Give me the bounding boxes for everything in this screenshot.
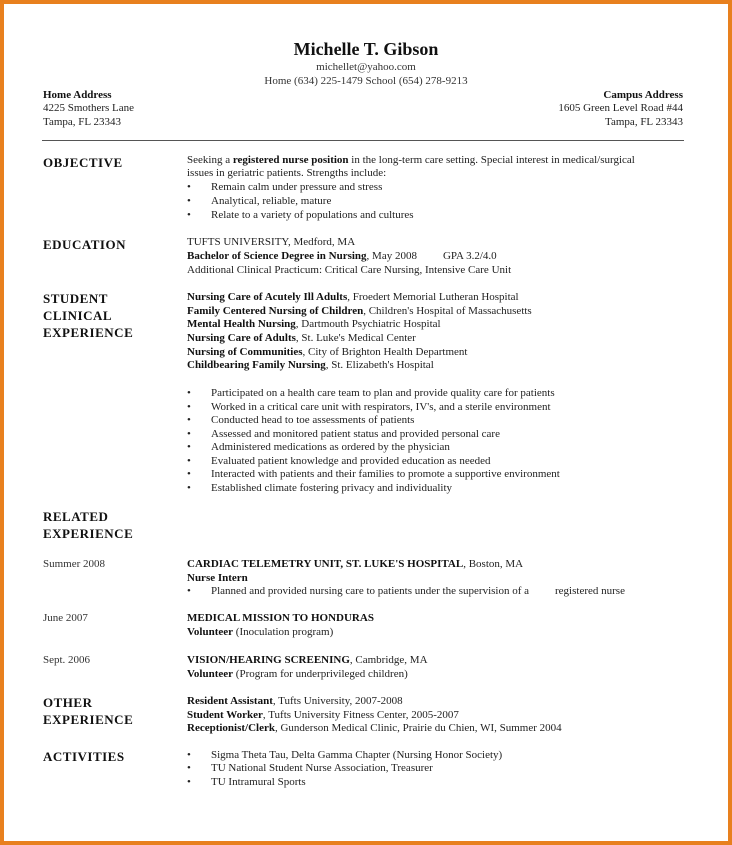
clinical-entry: Family Centered Nursing of Children, Children's Hospital of Massachusetts	[187, 305, 532, 317]
campus-address-line2: Tampa, FL 23343	[605, 116, 683, 128]
clinical-bullet: • Administered medications as ordered by the physician	[187, 441, 450, 453]
home-address-label: Home Address	[43, 89, 112, 101]
job-date: Summer 2008	[43, 558, 106, 570]
objective-intro-line2: issues in geriatric patients. Strengths include:	[187, 167, 387, 179]
education-heading: EDUCATION	[43, 237, 126, 252]
job-date: Sept. 2006	[43, 654, 91, 666]
objective-bullet: • Remain calm under pressure and stress	[187, 181, 383, 193]
activity-bullet: • TU Intramural Sports	[187, 776, 306, 788]
education-degree: Bachelor of Science Degree in Nursing, May 2008 GPA 3.2/4.0	[187, 250, 497, 262]
job-role: Volunteer (Inoculation program)	[187, 626, 334, 638]
job-title: MEDICAL MISSION TO HONDURAS	[187, 612, 374, 624]
home-address-line1: 4225 Smothers Lane	[43, 102, 135, 114]
objective-heading: OBJECTIVE	[43, 155, 123, 170]
education-school: TUFTS UNIVERSITY, Medford, MA	[187, 236, 356, 248]
other-heading: OTHER EXPERIENCE	[43, 695, 134, 727]
job-title: VISION/HEARING SCREENING, Cambridge, MA	[187, 654, 428, 666]
activities-heading: ACTIVITIES	[43, 749, 125, 764]
clinical-entry: Childbearing Family Nursing, St. Elizabeth's Hospital	[187, 359, 434, 371]
clinical-bullet: • Interacted with patients and their families to promote a supportive environment	[187, 468, 560, 480]
clinical-bullet: • Assessed and monitored patient status and provided personal care	[187, 428, 500, 440]
home-address-line2: Tampa, FL 23343	[43, 116, 121, 128]
activity-bullet: • TU National Student Nurse Association, Treasurer	[187, 762, 433, 774]
other-entry: Student Worker, Tufts University Fitness Center, 2005-2007	[187, 709, 459, 721]
objective-intro: Seeking a registered nurse position in the long-term care setting. Special interest in medical/surgical	[187, 154, 635, 166]
clinical-bullet: • Worked in a critical care unit with respirators, IV's, and a sterile environment	[187, 401, 551, 413]
clinical-heading: STUDENT CLINICAL EXPERIENCE	[43, 291, 134, 340]
job-date: June 2007	[43, 612, 88, 624]
education-additional: Additional Clinical Practicum: Critical Care Nursing, Intensive Care Unit	[187, 264, 512, 276]
clinical-entry: Mental Health Nursing, Dartmouth Psychiatric Hospital	[187, 318, 441, 330]
job-bullet: • Planned and provided nursing care to patients under the supervision of a registered nurse	[187, 585, 625, 597]
clinical-entry: Nursing Care of Adults, St. Luke's Medical Center	[187, 332, 416, 344]
campus-address-line1: 1605 Green Level Road #44	[558, 102, 683, 114]
campus-address-label: Campus Address	[603, 89, 683, 101]
other-entry: Resident Assistant, Tufts University, 2007-2008	[187, 695, 403, 707]
clinical-bullet: • Established climate fostering privacy and individuality	[187, 482, 453, 494]
clinical-bullet: • Evaluated patient knowledge and provided education as needed	[187, 455, 491, 467]
header-divider	[42, 140, 684, 141]
email: michellet@yahoo.com	[316, 61, 416, 73]
other-entry: Receptionist/Clerk, Gunderson Medical Clinic, Prairie du Chien, WI, Summer 2004	[187, 722, 562, 734]
job-title: CARDIAC TELEMETRY UNIT, ST. LUKE'S HOSPITAL, Boston, MA	[187, 558, 524, 570]
clinical-bullet: • Participated on a health care team to plan and provide quality care for patients	[187, 387, 555, 399]
objective-bullet: • Relate to a variety of populations and cultures	[187, 209, 414, 221]
job-role: Volunteer (Program for underprivileged children)	[187, 668, 408, 680]
job-role: Nurse Intern	[187, 572, 248, 584]
candidate-name: Michelle T. Gibson	[293, 39, 439, 59]
phone-numbers: Home (634) 225-1479 School (654) 278-9213	[264, 75, 468, 87]
objective-bullet: • Analytical, reliable, mature	[187, 195, 332, 207]
clinical-entry: Nursing Care of Acutely Ill Adults, Froedert Memorial Lutheran Hospital	[187, 291, 519, 303]
related-heading: RELATED EXPERIENCE	[43, 509, 134, 541]
clinical-bullet: • Conducted head to toe assessments of patients	[187, 414, 415, 426]
clinical-entry: Nursing of Communities, City of Brighton Health Department	[187, 346, 468, 358]
activity-bullet: • Sigma Theta Tau, Delta Gamma Chapter (Nursing Honor Society)	[187, 749, 503, 761]
